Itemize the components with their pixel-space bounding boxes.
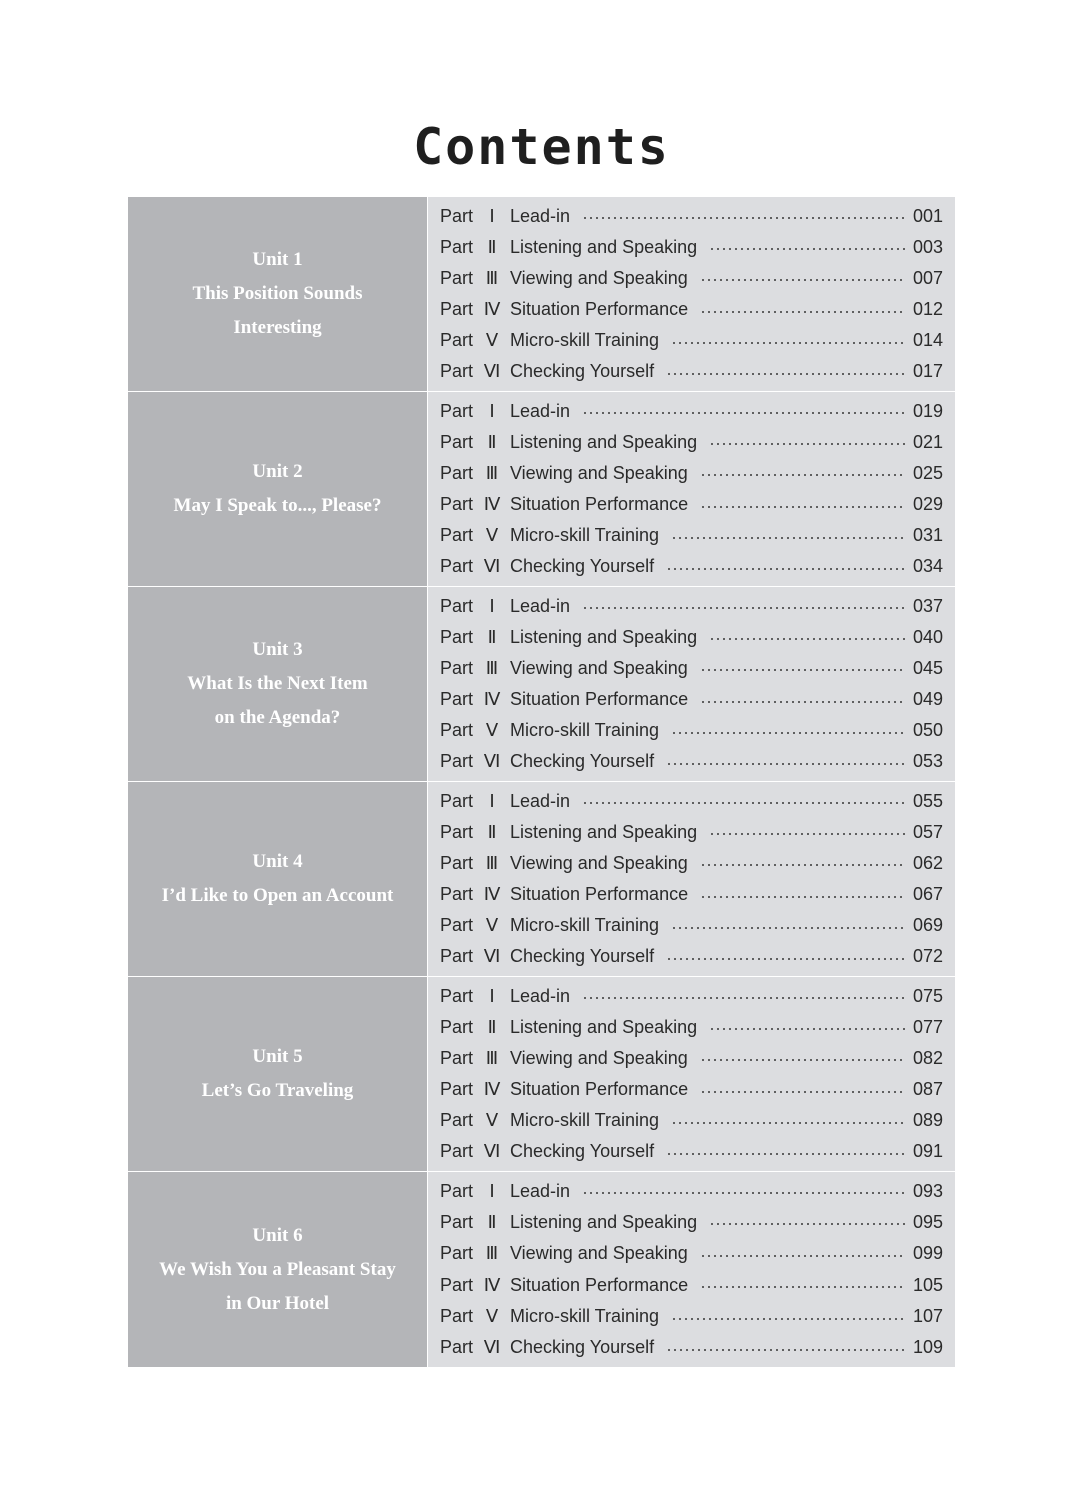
part-title: Listening and Speaking (510, 1016, 698, 1037)
contents-table (128, 197, 955, 1367)
unit-section (128, 587, 955, 782)
part-label: Part (440, 595, 474, 616)
unit-number: Unit 5 (252, 1046, 303, 1067)
part-label: Part (440, 626, 474, 647)
part-numeral: Ⅰ (489, 400, 495, 421)
page-number: 050 (912, 720, 943, 741)
part-title: Micro-skill Training (510, 1306, 660, 1327)
part-title: Micro-skill Training (510, 1110, 660, 1131)
toc-entry[interactable] (440, 458, 943, 488)
part-title: Checking Yourself (510, 556, 655, 577)
part-numeral: Ⅳ (483, 884, 501, 905)
toc-entry[interactable] (440, 1137, 943, 1167)
part-label: Part (440, 657, 474, 678)
page-number: 014 (912, 330, 943, 351)
dot-leader (700, 1059, 905, 1061)
page-number: 089 (912, 1110, 943, 1131)
page-number: 105 (912, 1274, 943, 1295)
part-label: Part (440, 1211, 474, 1232)
part-numeral: Ⅵ (483, 361, 501, 382)
part-label: Part (440, 689, 474, 710)
toc-entry[interactable] (440, 591, 943, 621)
toc-entry[interactable] (440, 911, 943, 941)
dot-leader (700, 1091, 905, 1093)
part-label: Part (440, 790, 474, 811)
toc-entry[interactable] (440, 1176, 943, 1206)
part-numeral: Ⅳ (483, 689, 501, 710)
page-number: 012 (912, 299, 943, 320)
toc-entry[interactable] (440, 942, 943, 972)
dot-leader (666, 568, 905, 570)
part-title: Lead-in (510, 205, 571, 226)
part-title: Situation Performance (510, 1274, 689, 1295)
dot-leader (666, 373, 905, 375)
part-title: Listening and Speaking (510, 821, 698, 842)
page-number: 093 (912, 1180, 943, 1201)
page-number: 109 (912, 1337, 943, 1358)
dot-leader (582, 1192, 905, 1194)
unit-number: Unit 3 (252, 639, 303, 660)
toc-entry[interactable] (440, 1333, 943, 1363)
toc-entry[interactable] (440, 653, 943, 683)
unit-number: Unit 4 (252, 851, 303, 872)
part-title: Listening and Speaking (510, 1211, 698, 1232)
page-number: 077 (912, 1016, 943, 1037)
toc-entry[interactable] (440, 880, 943, 910)
part-title: Situation Performance (510, 689, 689, 710)
part-label: Part (440, 1180, 474, 1201)
part-title: Micro-skill Training (510, 720, 660, 741)
part-label: Part (440, 1016, 474, 1037)
dot-leader (582, 607, 905, 609)
part-numeral: Ⅲ (485, 267, 499, 288)
part-title: Lead-in (510, 400, 571, 421)
toc-entry[interactable] (440, 1207, 943, 1237)
part-label: Part (440, 1047, 474, 1068)
page-number: 075 (912, 985, 943, 1006)
page-number: 025 (912, 462, 943, 483)
dot-leader (582, 802, 905, 804)
part-label: Part (440, 884, 474, 905)
part-numeral: Ⅳ (483, 1274, 501, 1295)
dot-leader (700, 1255, 905, 1257)
toc-entry[interactable] (440, 622, 943, 652)
dot-leader (582, 217, 905, 219)
dot-leader (709, 1028, 905, 1030)
part-label: Part (440, 985, 474, 1006)
part-title: Checking Yourself (510, 751, 655, 772)
part-numeral: Ⅵ (483, 1337, 501, 1358)
dot-leader (700, 311, 905, 313)
toc-entry[interactable] (440, 747, 943, 777)
part-title: Micro-skill Training (510, 330, 660, 351)
part-numeral: Ⅲ (485, 852, 499, 873)
page-number: 017 (912, 361, 943, 382)
part-numeral: Ⅴ (485, 720, 499, 741)
part-label: Part (440, 400, 474, 421)
dot-leader (709, 1223, 905, 1225)
toc-entry[interactable] (440, 326, 943, 356)
part-title: Situation Performance (510, 494, 689, 515)
page-number: 049 (912, 689, 943, 710)
part-numeral: Ⅳ (483, 494, 501, 515)
page-title: Contents (413, 118, 670, 176)
unit-heading (128, 782, 428, 976)
part-numeral: Ⅲ (485, 1047, 499, 1068)
toc-entry[interactable] (440, 1239, 943, 1269)
part-numeral: Ⅱ (487, 236, 497, 257)
unit-parts-list (428, 587, 955, 781)
page-number: 001 (912, 205, 943, 226)
unit-title-line: What Is the Next Item (187, 673, 368, 694)
unit-section (128, 392, 955, 587)
unit-parts-list (428, 197, 955, 391)
part-title: Viewing and Speaking (510, 852, 688, 873)
page-number: 057 (912, 821, 943, 842)
dot-leader (671, 1122, 905, 1124)
part-label: Part (440, 946, 474, 967)
toc-entry[interactable] (440, 716, 943, 746)
dot-leader (700, 506, 905, 508)
page-number: 003 (912, 236, 943, 257)
toc-entry[interactable] (440, 552, 943, 582)
part-numeral: Ⅰ (489, 595, 495, 616)
part-title: Listening and Speaking (510, 236, 698, 257)
toc-entry[interactable] (440, 1075, 943, 1105)
part-numeral: Ⅴ (485, 525, 499, 546)
part-label: Part (440, 361, 474, 382)
dot-leader (700, 669, 905, 671)
toc-entry[interactable] (440, 232, 943, 262)
dot-leader (666, 763, 905, 765)
part-label: Part (440, 556, 474, 577)
toc-entry[interactable] (440, 201, 943, 231)
part-label: Part (440, 821, 474, 842)
dot-leader (666, 1153, 905, 1155)
dot-leader (700, 701, 905, 703)
part-numeral: Ⅰ (489, 205, 495, 226)
part-label: Part (440, 852, 474, 873)
part-title: Situation Performance (510, 884, 689, 905)
part-numeral: Ⅱ (487, 821, 497, 842)
dot-leader (700, 1286, 905, 1288)
part-numeral: Ⅰ (489, 790, 495, 811)
toc-entry[interactable] (440, 427, 943, 457)
unit-section (128, 782, 955, 977)
toc-entry[interactable] (440, 786, 943, 816)
page-number: 034 (912, 556, 943, 577)
toc-entry[interactable] (440, 357, 943, 387)
page-number: 087 (912, 1079, 943, 1100)
unit-number: Unit 1 (252, 249, 303, 270)
dot-leader (671, 342, 905, 344)
part-numeral: Ⅱ (487, 626, 497, 647)
part-title: Checking Yourself (510, 1141, 655, 1162)
unit-heading (128, 197, 428, 391)
toc-entry[interactable] (440, 981, 943, 1011)
part-numeral: Ⅴ (485, 330, 499, 351)
toc-entry[interactable] (440, 817, 943, 847)
dot-leader (700, 896, 905, 898)
toc-entry[interactable] (440, 396, 943, 426)
page-number: 082 (912, 1047, 943, 1068)
dot-leader (700, 474, 905, 476)
unit-title-line: Interesting (233, 317, 322, 338)
unit-parts-list (428, 1172, 955, 1367)
part-label: Part (440, 431, 474, 452)
part-numeral: Ⅳ (483, 1079, 501, 1100)
toc-entry[interactable] (440, 1012, 943, 1042)
unit-title-line: on the Agenda? (214, 707, 341, 728)
unit-heading (128, 587, 428, 781)
unit-heading (128, 977, 428, 1171)
page-number: 091 (912, 1141, 943, 1162)
dot-leader (666, 958, 905, 960)
dot-leader (671, 1318, 905, 1320)
toc-entry[interactable] (440, 263, 943, 293)
unit-parts-list (428, 392, 955, 586)
part-title: Situation Performance (510, 1079, 689, 1100)
toc-entry[interactable] (440, 490, 943, 520)
page-number: 037 (912, 595, 943, 616)
toc-entry[interactable] (440, 1043, 943, 1073)
page-number: 107 (912, 1306, 943, 1327)
part-label: Part (440, 299, 474, 320)
unit-title-line: in Our Hotel (225, 1292, 330, 1314)
unit-section (128, 1172, 955, 1367)
toc-entry[interactable] (440, 848, 943, 878)
part-numeral: Ⅰ (489, 1180, 495, 1201)
page-number: 067 (912, 884, 943, 905)
toc-entry[interactable] (440, 685, 943, 715)
unit-number: Unit 2 (252, 461, 303, 482)
part-title: Lead-in (510, 985, 571, 1006)
part-numeral: Ⅵ (483, 946, 501, 967)
page-number: 019 (912, 400, 943, 421)
page-number: 007 (912, 267, 943, 288)
page-number: 069 (912, 915, 943, 936)
part-label: Part (440, 1243, 474, 1264)
part-label: Part (440, 494, 474, 515)
part-title: Viewing and Speaking (510, 1243, 688, 1264)
part-label: Part (440, 267, 474, 288)
toc-entry[interactable] (440, 1302, 943, 1332)
part-label: Part (440, 1079, 474, 1100)
part-title: Checking Yourself (510, 361, 655, 382)
part-title: Lead-in (510, 1180, 571, 1201)
page-number: 045 (912, 657, 943, 678)
unit-heading (128, 392, 428, 586)
part-label: Part (440, 236, 474, 257)
part-numeral: Ⅴ (485, 1110, 499, 1131)
part-numeral: Ⅰ (489, 985, 495, 1006)
dot-leader (582, 997, 905, 999)
unit-title-line: I’d Like to Open an Account (161, 885, 394, 906)
unit-title-line: May I Speak to..., Please? (173, 495, 382, 516)
unit-section (128, 977, 955, 1172)
dot-leader (671, 927, 905, 929)
part-title: Lead-in (510, 790, 571, 811)
unit-title-line: We Wish You a Pleasant Stay (159, 1258, 396, 1280)
page-number: 072 (912, 946, 943, 967)
part-numeral: Ⅵ (483, 751, 501, 772)
part-label: Part (440, 1141, 474, 1162)
page-number: 029 (912, 494, 943, 515)
dot-leader (709, 833, 905, 835)
part-numeral: Ⅴ (485, 1306, 499, 1327)
part-title: Micro-skill Training (510, 525, 660, 546)
page-number: 040 (912, 626, 943, 647)
dot-leader (709, 248, 905, 250)
unit-number: Unit 6 (252, 1224, 303, 1246)
part-label: Part (440, 462, 474, 483)
dot-leader (700, 864, 905, 866)
part-label: Part (440, 1110, 474, 1131)
part-numeral: Ⅵ (483, 556, 501, 577)
page-number: 055 (912, 790, 943, 811)
toc-entry[interactable] (440, 1270, 943, 1300)
part-numeral: Ⅴ (485, 915, 499, 936)
part-title: Viewing and Speaking (510, 657, 688, 678)
unit-parts-list (428, 977, 955, 1171)
part-label: Part (440, 1306, 474, 1327)
part-title: Micro-skill Training (510, 915, 660, 936)
part-label: Part (440, 205, 474, 226)
page-number: 031 (912, 525, 943, 546)
part-numeral: Ⅲ (485, 1243, 499, 1264)
page-number: 062 (912, 852, 943, 873)
part-label: Part (440, 525, 474, 546)
part-title: Checking Yourself (510, 1337, 655, 1358)
part-title: Viewing and Speaking (510, 462, 688, 483)
toc-entry[interactable] (440, 521, 943, 551)
page-number: 095 (912, 1211, 943, 1232)
part-label: Part (440, 1274, 474, 1295)
part-title: Lead-in (510, 595, 571, 616)
part-numeral: Ⅲ (485, 462, 499, 483)
part-numeral: Ⅵ (483, 1141, 501, 1162)
part-title: Checking Yourself (510, 946, 655, 967)
page-number: 053 (912, 751, 943, 772)
part-numeral: Ⅲ (485, 657, 499, 678)
part-label: Part (440, 751, 474, 772)
unit-heading (128, 1172, 428, 1367)
dot-leader (709, 443, 905, 445)
part-numeral: Ⅱ (487, 1211, 497, 1232)
dot-leader (582, 412, 905, 414)
part-title: Viewing and Speaking (510, 267, 688, 288)
toc-entry[interactable] (440, 1106, 943, 1136)
part-numeral: Ⅳ (483, 299, 501, 320)
part-title: Listening and Speaking (510, 626, 698, 647)
unit-section (128, 197, 955, 392)
part-numeral: Ⅱ (487, 431, 497, 452)
toc-entry[interactable] (440, 295, 943, 325)
part-label: Part (440, 915, 474, 936)
dot-leader (666, 1349, 905, 1351)
part-label: Part (440, 330, 474, 351)
part-label: Part (440, 1337, 474, 1358)
unit-title-line: Let’s Go Traveling (201, 1080, 354, 1101)
part-title: Situation Performance (510, 299, 689, 320)
dot-leader (671, 537, 905, 539)
unit-parts-list (428, 782, 955, 976)
part-title: Listening and Speaking (510, 431, 698, 452)
part-numeral: Ⅱ (487, 1016, 497, 1037)
dot-leader (709, 638, 905, 640)
unit-title-line: This Position Sounds (192, 283, 363, 304)
page-number: 099 (912, 1243, 943, 1264)
dot-leader (700, 279, 905, 281)
part-label: Part (440, 720, 474, 741)
page-number: 021 (912, 431, 943, 452)
part-title: Viewing and Speaking (510, 1047, 688, 1068)
dot-leader (671, 732, 905, 734)
